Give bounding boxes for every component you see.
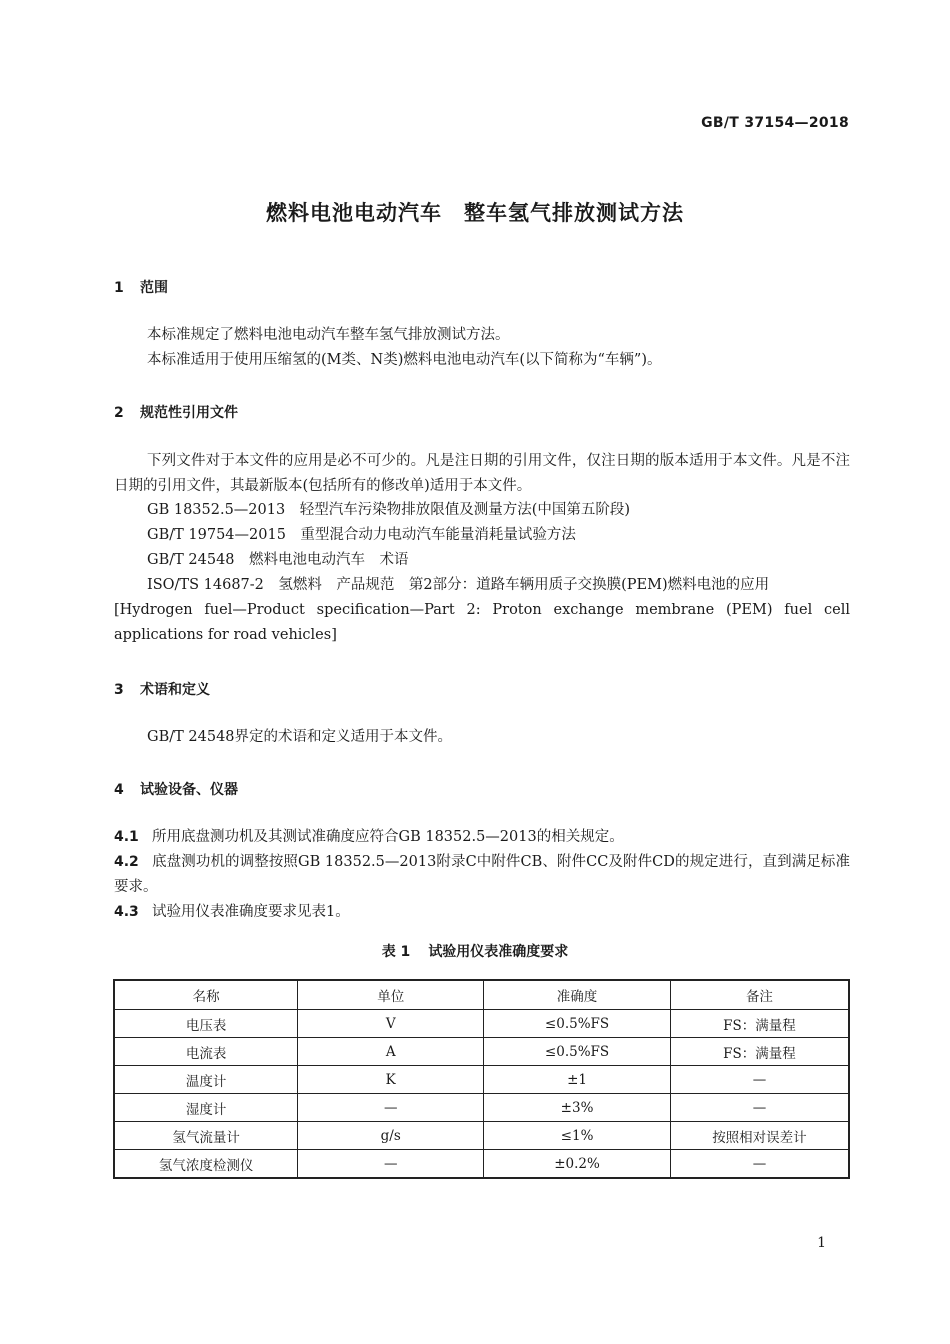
section-1-heading [114,277,168,297]
clause-text: 所用底盘测功机及其测试准确度应符合GB 18352.5—2013的相关规定。 [152,829,624,845]
column-header: 备注 [670,980,849,1010]
table-cell: 氢气流量计 [114,1122,298,1150]
table-cell: 氢气浓度检测仪 [114,1150,298,1179]
table-row [114,1066,849,1094]
table-cell: V [298,1010,484,1038]
reference-item: ISO/TS 14687-2 氢燃料 产品规范 第2部分：道路车辆用质子交换膜(PEM)燃料电池的应用 [147,577,770,593]
page-number: 1 [817,1235,826,1251]
paragraph: 本标准规定了燃料电池电动汽车整车氢气排放测试方法。 [147,327,510,343]
column-header: 名称 [114,980,298,1010]
section-title: 规范性引用文件 [140,405,238,421]
section-number: 2 [114,405,124,421]
clause-text: 试验用仪表准确度要求见表1。 [152,904,350,920]
section-number: 1 [114,280,124,296]
table-row [114,1150,849,1179]
table-cell: — [670,1094,849,1122]
table-cell: ±1 [484,1066,671,1094]
column-header: 单位 [298,980,484,1010]
section-number: 3 [114,682,124,698]
paragraph: GB/T 24548界定的术语和定义适用于本文件。 [147,729,453,745]
table-cell: 电压表 [114,1010,298,1038]
table-title: 试验用仪表准确度要求 [428,944,569,960]
clause-text: 底盘测功机的调整按照GB 18352.5—2013附录C中附件CB、附件CC及附件CD的规定进行，直到满足标准要求。 [114,854,850,895]
section-4-heading [114,779,238,799]
table-cell: ≤0.5%FS [484,1010,671,1038]
section-title: 范围 [140,280,168,296]
table-cell: FS：满量程 [670,1038,849,1066]
table-cell: ±0.2% [484,1150,671,1179]
clause-number: 4.3 [114,904,139,920]
standard-number: GB/T 37154—2018 [701,115,849,131]
table-cell: 湿度计 [114,1094,298,1122]
section-title: 试验设备、仪器 [140,782,238,798]
table-number: 表 1 [381,944,411,960]
table-row [114,1094,849,1122]
clause-number: 4.2 [114,854,139,870]
section-number: 4 [114,782,124,798]
table-caption [0,941,950,961]
table-cell: — [670,1150,849,1179]
clause-4-2 [114,850,850,900]
reference-item: GB/T 19754—2015 重型混合动力电动汽车能量消耗量试验方法 [147,527,576,543]
clause-number: 4.1 [114,829,139,845]
section-3-heading [114,679,210,699]
reference-item: GB 18352.5—2013 轻型汽车污染物排放限值及测量方法(中国第五阶段) [147,502,631,518]
table-cell: 温度计 [114,1066,298,1094]
table-row [114,1038,849,1066]
table-cell: — [670,1066,849,1094]
reference-item: GB/T 24548 燃料电池电动汽车 术语 [147,552,409,568]
table-cell: — [298,1094,484,1122]
section-title: 术语和定义 [140,682,210,698]
clause-4-3 [114,900,350,925]
table-cell: K [298,1066,484,1094]
table-cell: ≤0.5%FS [484,1038,671,1066]
table-cell: 电流表 [114,1038,298,1066]
accuracy-table [113,979,850,1179]
table-header-row [114,980,849,1010]
paragraph: 本标准适用于使用压缩氢的(M类、N类)燃料电池电动汽车(以下简称为“车辆”)。 [147,352,662,368]
reference-item-english: [Hydrogen fuel—Product specification—Part 2: Proton exchange membrane (PEM) fuel cell applications for road vehicles] [114,602,850,643]
table-cell: ≤1% [484,1122,671,1150]
table-cell: FS：满量程 [670,1010,849,1038]
clause-4-1 [114,825,624,850]
table-cell: g/s [298,1122,484,1150]
table-cell: 按照相对误差计 [670,1122,849,1150]
section-2-heading [114,402,238,422]
document-title: 燃料电池电动汽车 整车氢气排放测试方法 [266,201,684,225]
table-cell: — [298,1150,484,1179]
paragraph: 下列文件对于本文件的应用是必不可少的。凡是注日期的引用文件，仅注日期的版本适用于本文件。凡是不注日期的引用文件，其最新版本(包括所有的修改单)适用于本文件。 [114,453,850,494]
table-row [114,1010,849,1038]
column-header: 准确度 [484,980,671,1010]
table-row [114,1122,849,1150]
table-cell: ±3% [484,1094,671,1122]
table-cell: A [298,1038,484,1066]
